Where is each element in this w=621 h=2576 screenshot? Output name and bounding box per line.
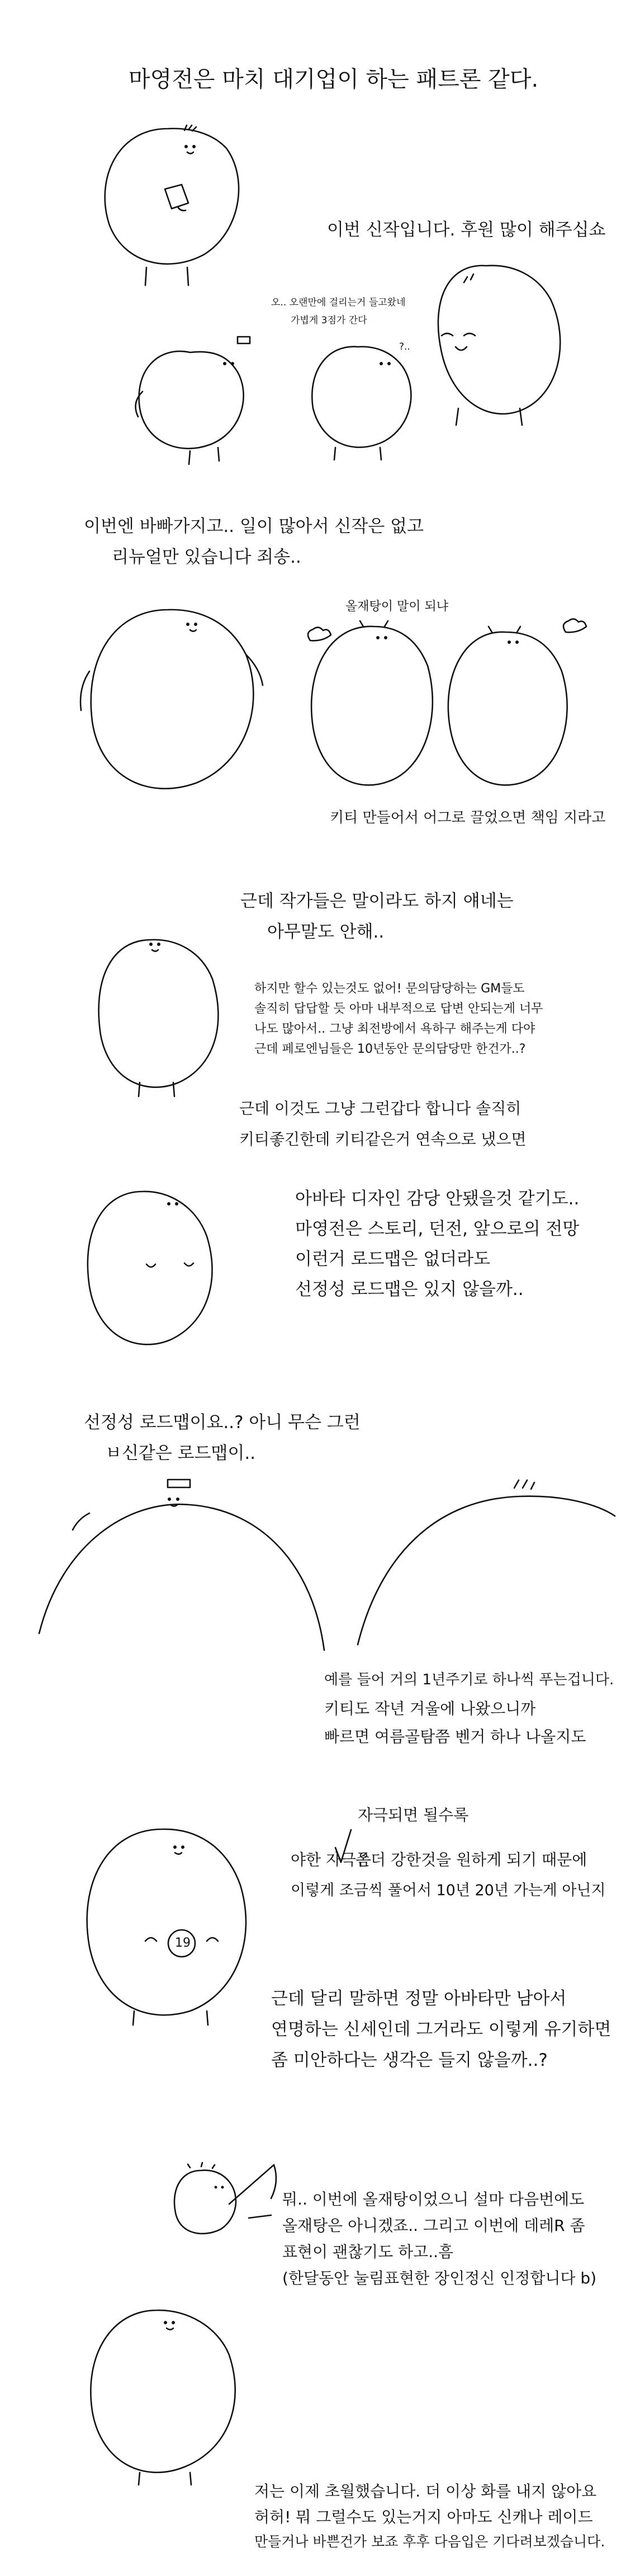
comic-title: 마영전은 마치 대기업이 하는 패트론 같다.	[129, 67, 539, 92]
paragraph-line: 이런거 로드맵은 없더라도	[295, 1249, 491, 1269]
blob-thinking	[99, 940, 219, 1096]
paragraph-line: 근데 이것도 그냥 그런갑다 합니다 솔직히	[239, 1099, 522, 1118]
paragraph-line: 뭐.. 이번에 올재탕이었으니 설마 다음번에도	[282, 2190, 585, 2208]
paragraph-line: (한달동안 눌림표현한 장인정신 인정합니다 b)	[282, 2269, 597, 2287]
paragraph-line: 선정성 로드맵은 있지 않을까..	[295, 1279, 524, 1299]
paragraph-line: 솔직히 답답할 듯 아마 내부적으로 답변 안되는게 너무	[254, 1002, 543, 1016]
blob-holding-box	[105, 125, 239, 285]
paragraph-line: 예를 들어 거의 1년주기로 하나씩 푸는겁니다.	[324, 1671, 614, 1688]
insert-caption: 자극되면 될수록	[358, 1806, 469, 1824]
blob-group-trio	[136, 266, 561, 464]
paragraph-line: 올재탕은 아니겠죠.. 그리고 이번에 데레R 좀	[282, 2216, 585, 2235]
paragraph-line: 하지만 할수 있는것도 없어! 문의담당하는 GM들도	[254, 982, 525, 996]
blob-eyes-closed	[88, 1192, 212, 1345]
excuse-line-1: 이번엔 바빠가지고.. 일이 많아서 신작은 없고	[84, 516, 424, 536]
reaction-text: 올재탕이 말이 되냐	[345, 600, 449, 614]
stimulus-line-1b: 좀더 강한것을 원하게 되기 때문에	[355, 1850, 587, 1869]
belly-19-mark: 19	[175, 1936, 191, 1950]
complaint-text: 키티 만들어서 어그로 끌었으면 책임 지라고	[330, 809, 606, 826]
paragraph-line: 표현이 괜찮기도 하고..흠	[282, 2243, 454, 2261]
dialogue-line-2: ㅂ신같은 로드맵이..	[105, 1443, 256, 1463]
paragraph-line: 연명하는 신세인데 그거라도 이렇게 유기하면	[271, 2019, 611, 2040]
big-blob-right	[358, 1480, 615, 1645]
dialogue-line-1: 근데 작가들은 말이라도 하지 얘네는	[240, 891, 514, 911]
excuse-line-2: 리뉴얼만 있습니다 죄송..	[112, 547, 301, 567]
dialogue-line-1: 선정성 로드맵이요..? 아니 무슨 그런	[84, 1412, 361, 1433]
stimulus-line-1a: 야한 자극은	[291, 1850, 372, 1869]
whisper-line-2: 가볍게 3점가 간다	[291, 315, 367, 326]
whisper-line-1: 오.. 오랜만에 걸리는거 들고왔네	[271, 297, 406, 308]
blob-transcended	[91, 2310, 235, 2485]
paragraph-line: 키티도 작년 겨울에 나왔으니까	[324, 1699, 536, 1718]
paragraph-line: 근데 페로엔님들은 10년동안 문의담당만 한건가..?	[254, 1042, 526, 1056]
blob-angry-right	[448, 619, 586, 785]
paragraph-line: 아바타 디자인 감당 안됐을것 같기도..	[295, 1189, 580, 1209]
paragraph-line: 저는 이제 초월했습니다. 더 이상 화를 내지 않아요	[254, 2482, 597, 2500]
paragraph-line: 허허! 뭐 그럴수도 있는거지 아마도 신캐나 레이드	[254, 2508, 593, 2526]
paragraph-line: 좀 미안하다는 생각은 들지 않을까..?	[271, 2050, 548, 2070]
paragraph-line: 마영전은 스토리, 던전, 앞으로의 전망	[295, 1219, 580, 1239]
big-blob-left	[39, 1480, 324, 1650]
stimulus-line-2: 이렇게 조금씩 풀어서 10년 20년 가는게 아닌지	[291, 1882, 606, 1899]
paragraph-line: 근데 달리 말하면 정말 아바타만 남아서	[271, 1989, 567, 2009]
blob-angry-left	[308, 621, 433, 785]
blob-with-19-mark	[87, 1829, 246, 2025]
paragraph-line: 키티좋긴한데 키티같은거 연속으로 냈으면	[239, 1130, 527, 1148]
blob-apologizing	[80, 610, 263, 789]
paragraph-line: 만들거나 바쁜건가 보죠 후후 다음입은 기다려보겠습니다.	[254, 2533, 605, 2550]
small-blob-fishing	[174, 2163, 276, 2234]
dialogue-line-2: 아무말도 안해..	[267, 922, 385, 942]
paragraph-line: 빠르면 여름골탐쯤 벤거 하나 나올지도	[324, 1727, 586, 1746]
announce-caption: 이번 신작입니다. 후원 많이 해주십쇼	[327, 220, 606, 240]
paragraph-line: 나도 많아서.. 그냥 최전방에서 욕하구 해주는게 다야	[254, 1022, 535, 1036]
question-mark: ?..	[399, 341, 410, 352]
